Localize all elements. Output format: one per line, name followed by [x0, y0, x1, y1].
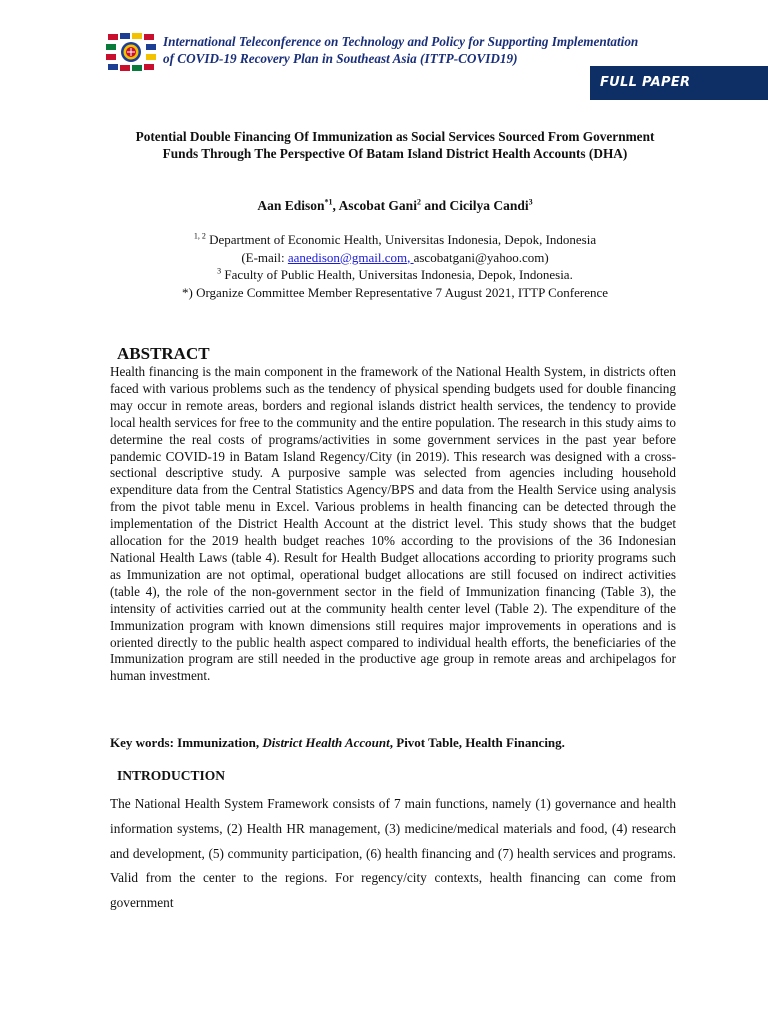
author-1: Aan Edison [257, 198, 325, 213]
author-2-mark: 2 [416, 197, 421, 207]
email-link[interactable]: aanedison@gmail.com, [287, 249, 414, 265]
email-rest: ascobatgani@yahoo.com) [413, 249, 549, 265]
paper-title: Potential Double Financing Of Immunization as Social Services Sourced From Government Funds Through The Perspective Of Batam Island District Health Accounts (DHA) [135, 129, 655, 161]
keywords-rest: , Pivot Table, Health Financing. [389, 735, 565, 750]
committee-note: *) Organize Committee Member Representative 7 August 2021, ITTP Conference [182, 284, 608, 300]
author-1-mark: *1 [324, 197, 333, 207]
affiliation-3 [120, 266, 670, 284]
keywords-italic: District Health Account [262, 735, 390, 750]
conference-title-line2: of COVID-19 Recovery Plan in Southeast Asia (ITTP-COVID19) [163, 51, 518, 66]
affiliation-3-mark: 3 [217, 266, 222, 276]
author-separator: , [332, 198, 339, 213]
introduction-heading: INTRODUCTION [117, 768, 226, 783]
conference-title-line1: International Teleconference on Technology and Policy for Supporting Implementation [163, 34, 639, 49]
abstract-heading: ABSTRACT [117, 344, 210, 363]
affiliation-1-mark: 1, 2 [193, 231, 206, 241]
author-3: Cicilya Candi [449, 198, 529, 213]
author-list [120, 198, 670, 214]
conference-title [163, 33, 703, 67]
email-line [120, 249, 670, 267]
abstract-text: Health financing is the main component in the framework of the National Health System, in districts often faced with various problems such as the tendency of physical spending budgets used for double financing may occur in remote areas, borders and regional islands district health services, the tendency to provide local health services for free to the community and the entire population. The research in this study aims to determine the real costs of programs/activities in some government services in the past year before pandemic COVID-19 in Batam Island Regency/City (in 2019). This research was designed with a cross-sectional descriptive study. A purposive sample was selected from agencies including household expenditure data from the Central Statistics Agency/BPS and data from the Health Service using analysis from the pivot table menu in Excel. Various problems in health financing can be detected through the implementation of the District Health Account at the district level. This study shows that the budget allocation for the 2019 health budget reaches 10% according to the provisions of the 36 Indonesian National Health Laws (table 4). Result for Health Budget allocations according to priority programs such as Immunization are not optimal, operational budget allocations are still focused on indirect activities (table 4), the role of the non-government sector in the field of Immunization financing (Table 3), the intensity of activities carried out at the community health center level (Table 2). The expenditure of the Immunization program with known dimensions still requires major improvements in operations and is oriented directly to the public health aspect compared to individual health efforts, the beneficiaries of the Immunization program are still needed in the productive age group in remote areas and archipelagos for human investment. [110, 364, 676, 684]
keywords-label: Key words: Immunization, [110, 735, 263, 750]
author-3-mark: 3 [528, 197, 533, 207]
full-paper-badge: FULL PAPER [590, 66, 768, 100]
keywords [110, 735, 676, 751]
affiliation-3-text: Faculty of Public Health, Universitas Indonesia, Depok, Indonesia. [221, 267, 573, 282]
introduction-text: The National Health System Framework consists of 7 main functions, namely (1) governance and health information systems, (2) Health HR management, (3) medicine/medical materials and food, (4) research and development, (5) community participation, (6) health financing and (7) health services and programs. Valid from the center to the regions. For regency/city contexts, health financing can come from government [110, 796, 676, 911]
affiliations [120, 231, 670, 301]
asean-flags-logo-icon [105, 32, 157, 72]
author-separator: and [420, 198, 450, 213]
author-2: Ascobat Gani [338, 198, 417, 213]
affiliation-1-text: Department of Economic Health, Universitas Indonesia, Depok, Indonesia [205, 232, 597, 247]
email-prefix: (E-mail: [241, 249, 288, 265]
affiliation-1 [120, 231, 670, 249]
